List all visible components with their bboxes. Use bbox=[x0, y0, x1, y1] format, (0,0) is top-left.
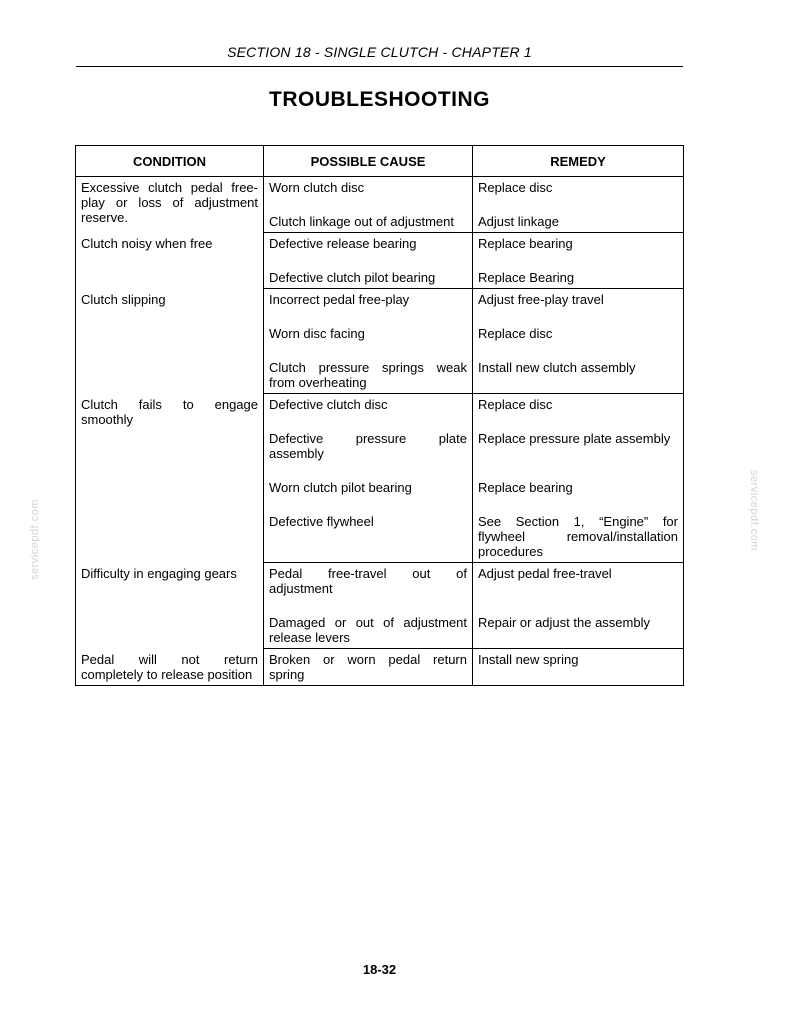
remedy-cell: Replace disc bbox=[473, 177, 684, 212]
cause-cell: Defective clutch pilot bearing bbox=[264, 267, 473, 289]
table-row bbox=[76, 649, 684, 686]
remedy-cell: Adjust free-play travel bbox=[473, 289, 684, 324]
cause-cell: Defective flywheel bbox=[264, 511, 473, 563]
cause-cell: Damaged or out of adjustment release levers bbox=[264, 612, 473, 649]
remedy-cell: Repair or adjust the assembly bbox=[473, 612, 684, 649]
remedy-cell: See Section 1, “Engine” for flywheel removal/installation procedures bbox=[473, 511, 684, 563]
table-row bbox=[76, 233, 684, 268]
condition-cell: Excessive clutch pedal free-play or loss of adjustment reserve. bbox=[76, 177, 264, 233]
remedy-cell: Replace bearing bbox=[473, 233, 684, 268]
watermark-left: servicepdf.com bbox=[29, 499, 41, 580]
table-header-row bbox=[76, 146, 684, 177]
column-header-cause: POSSIBLE CAUSE bbox=[264, 146, 473, 177]
condition-cell: Clutch noisy when free bbox=[76, 233, 264, 289]
cause-cell: Pedal free-travel out of adjustment bbox=[264, 563, 473, 613]
remedy-cell: Replace bearing bbox=[473, 477, 684, 511]
watermark-right: servicepdf.com bbox=[748, 470, 760, 551]
column-header-condition: CONDITION bbox=[76, 146, 264, 177]
cause-cell: Clutch pressure springs weak from overheating bbox=[264, 357, 473, 394]
condition-cell: Clutch slipping bbox=[76, 289, 264, 394]
cause-cell: Defective pressure plate assembly bbox=[264, 428, 473, 477]
condition-cell: Pedal will not return completely to release position bbox=[76, 649, 264, 686]
section-header: SECTION 18 - SINGLE CLUTCH - CHAPTER 1 bbox=[227, 44, 532, 60]
page-title: TROUBLESHOOTING bbox=[269, 88, 490, 111]
remedy-cell: Adjust linkage bbox=[473, 211, 684, 233]
remedy-cell: Install new clutch assembly bbox=[473, 357, 684, 394]
cause-cell: Worn disc facing bbox=[264, 323, 473, 357]
cause-cell: Incorrect pedal free-play bbox=[264, 289, 473, 324]
cause-cell: Defective release bearing bbox=[264, 233, 473, 268]
condition-cell: Difficulty in engaging gears bbox=[76, 563, 264, 649]
remedy-cell: Replace pressure plate assembly bbox=[473, 428, 684, 477]
remedy-cell: Adjust pedal free-travel bbox=[473, 563, 684, 613]
cause-cell: Defective clutch disc bbox=[264, 394, 473, 429]
remedy-cell: Replace disc bbox=[473, 394, 684, 429]
table-row bbox=[76, 563, 684, 613]
cause-cell: Worn clutch pilot bearing bbox=[264, 477, 473, 511]
condition-cell: Clutch fails to engage smoothly bbox=[76, 394, 264, 563]
table-row bbox=[76, 289, 684, 324]
table-row bbox=[76, 177, 684, 212]
cause-cell: Clutch linkage out of adjustment bbox=[264, 211, 473, 233]
cause-cell: Worn clutch disc bbox=[264, 177, 473, 212]
remedy-cell: Replace disc bbox=[473, 323, 684, 357]
remedy-cell: Replace Bearing bbox=[473, 267, 684, 289]
column-header-remedy: REMEDY bbox=[473, 146, 684, 177]
page-number: 18-32 bbox=[362, 962, 397, 977]
remedy-cell: Install new spring bbox=[473, 649, 684, 686]
troubleshooting-table bbox=[75, 145, 684, 686]
header-rule bbox=[76, 66, 683, 67]
cause-cell: Broken or worn pedal return spring bbox=[264, 649, 473, 686]
table-body bbox=[76, 177, 684, 686]
table-row bbox=[76, 394, 684, 429]
